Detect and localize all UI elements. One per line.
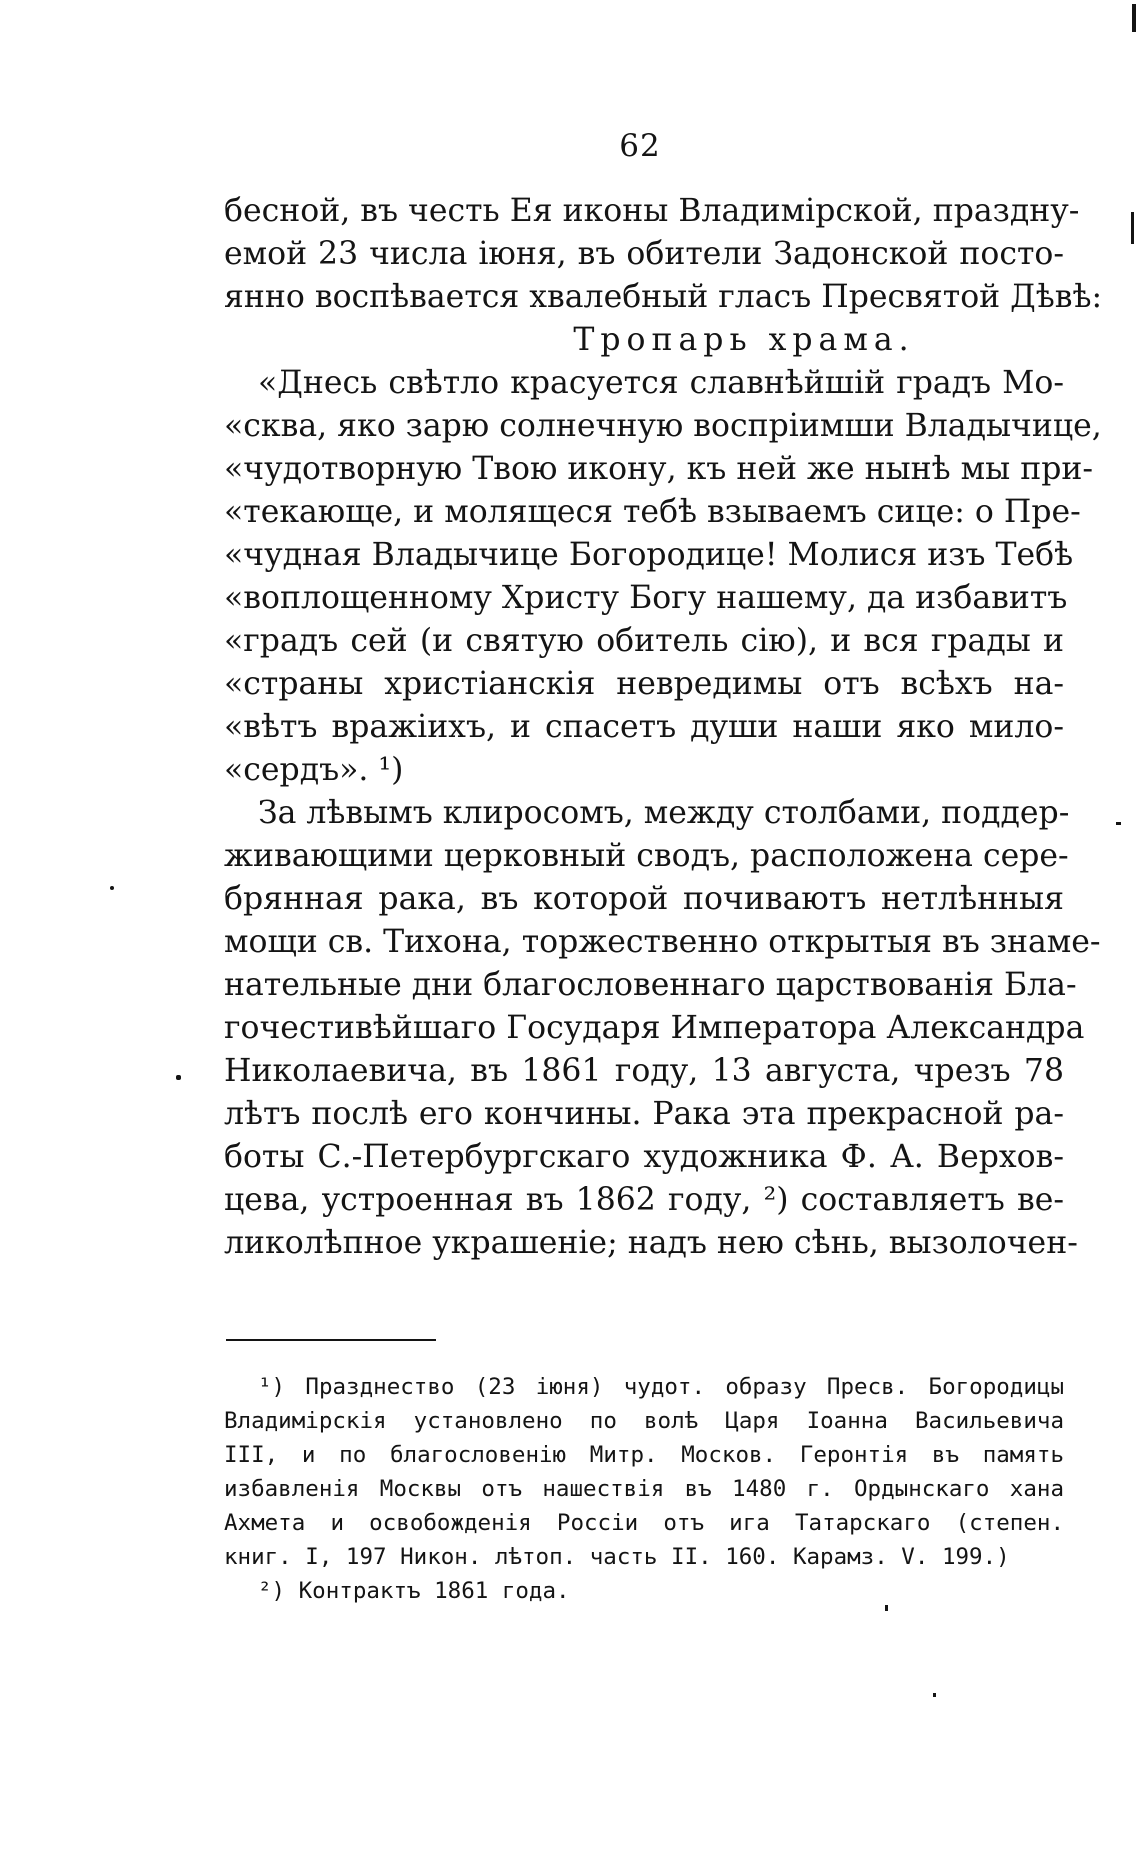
footnote-line: книг. I, 197 Никон. лѣтоп. часть II. 160. Карамз. V. 199.) [224,1544,1010,1570]
text-line: янно воспѣвается хвалебный гласъ Пресвятой Дѣвѣ: [224,279,1103,315]
scan-speck [885,1605,888,1611]
page-number: 62 [619,128,661,164]
scan-speck [933,1693,936,1697]
main-text [224,190,1103,1265]
scan-speck [1131,212,1134,244]
scan-speck [1132,4,1136,32]
text-line: лѣтъ послѣ его кончины. Рака эта прекрасной ра- [224,1096,1064,1132]
text-line: «чудотворную Твою икону, къ ней же нынѣ мы при- [224,451,1094,487]
text-line: «чудная Владычице Богородице! Молися изъ Тебѣ [224,537,1074,573]
text-line: «вѣтъ вражіихъ, и спасетъ души наши яко мило- [224,709,1064,745]
footnote-line: избавленія Москвы отъ нашествія въ 1480 г. Ордынскаго хана [224,1476,1064,1502]
text-line: цева, устроенная въ 1862 году, ²) составляетъ ве- [224,1182,1064,1218]
text-line: емой 23 числа іюня, въ обители Задонской посто- [224,236,1064,272]
text-line: ликолѣпное украшеніе; надъ нею сѣнь, вызолочен- [224,1225,1078,1261]
scan-speck [176,1075,181,1080]
footnote-rule [226,1339,436,1341]
footnote-line: ²) Контрактъ 1861 года. [258,1578,570,1604]
scan-speck [1116,822,1121,825]
text-line: «Днесь свѣтло красуется славнѣйшій градъ Мо- [258,365,1064,401]
text-line: нательные дни благословеннаго царствованія Бла- [224,967,1077,1003]
text-line: «текающе, и молящеся тебѣ взываемъ сице: о Пре- [224,494,1081,530]
footnote-line: ¹) Празднество (23 іюня) чудот. образу Пресв. Богородицы [258,1374,1064,1400]
footnote-line: Владимірскія установлено по волѣ Царя Іоанна Васильевича [224,1408,1064,1434]
text-line: мощи св. Тихона, торжественно открытыя въ знаме- [224,924,1101,960]
footnote-line: III, и по благословенію Митр. Москов. Геронтія въ память [224,1442,1064,1468]
text-line: живающими церковный сводъ, расположена сере- [224,838,1069,874]
text-line: «страны христіанскія невредимы отъ всѣхъ на- [224,666,1064,702]
footnote-line: Ахмета и освобожденія Россіи отъ ига Татарскаго (степен. [224,1510,1064,1536]
text-line: «сква, яко зарю солнечную воспріимши Владычице, [224,408,1102,444]
text-line: брянная рака, въ которой почиваютъ нетлѣнныя [224,881,1064,917]
text-line: боты С.-Петербургскаго художника Ф. А. Верхов- [224,1139,1064,1175]
text-line: бесной, въ честь Ея иконы Владимірской, праздну- [224,193,1080,229]
section-heading: Тропарь храма. [573,322,915,358]
text-line: «градъ сей (и святую обитель сію), и вся грады и [224,623,1064,659]
footnotes [224,1370,1064,1608]
text-line: За лѣвымъ клиросомъ, между столбами, поддер- [258,795,1070,831]
text-line: «сердъ». ¹) [224,752,404,788]
scan-speck [110,886,114,890]
text-line: Николаевича, въ 1861 году, 13 августа, чрезъ 78 [224,1053,1064,1089]
text-line: «воплощенному Христу Богу нашему, да избавитъ [224,580,1068,616]
text-line: гочестивѣйшаго Государя Императора Александра [224,1010,1085,1046]
